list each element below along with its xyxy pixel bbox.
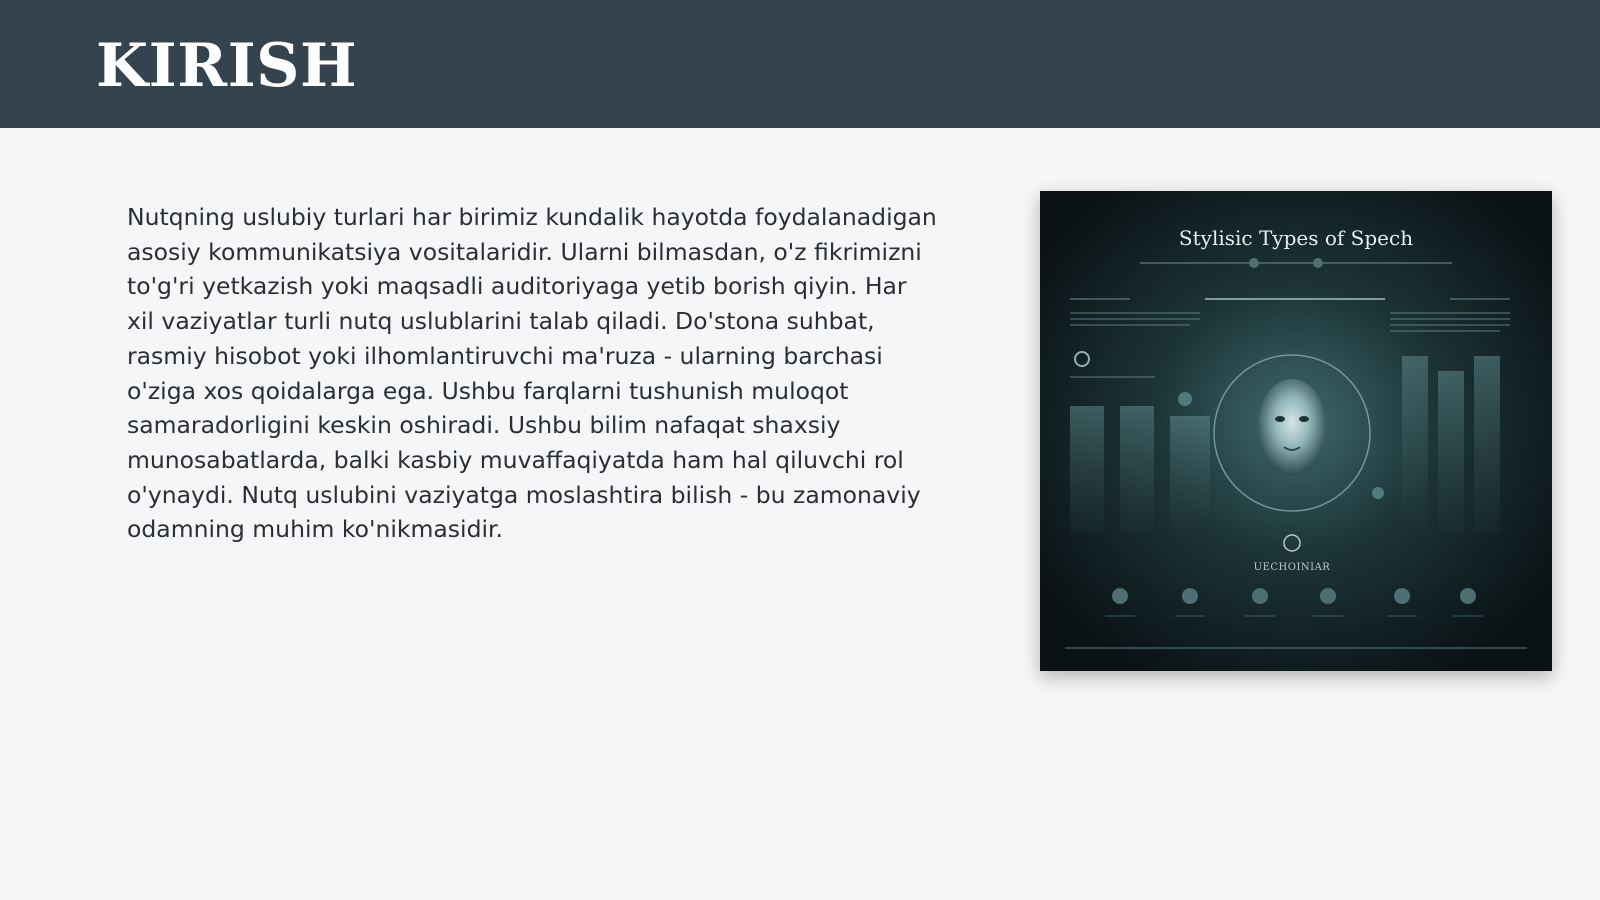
illustration-graphic [1040,191,1552,671]
intro-paragraph: Nutqning uslubiy turlari har birimiz kundalik hayotda foydalanadigan asosiy kommunikatsiya vositalaridir. Ularni bilmasdan, o'z fikrimizni to'g'ri yetkazish yoki maqsadli auditoriyaga yetib borish qiyin. Har xil vaziyatlar turli nutq uslublarini talab qiladi. Do'stona suhbat, rasmiy hisobot yoki ilhomlantiruvchi ma'ruza - ularning barchasi o'ziga xos qoidalarga ega. Ushbu farqlarni tushunish muloqot samaradorligini keskin oshiradi. Ushbu bilim nafaqat shaxsiy munosabatlarda, balki kasbiy muvaffaqiyatda ham hal qiluvchi rol o'ynaydi. Nutq uslubini vaziyatga moslashtira bilish - bu zamonaviy odamning muhim ko'nikmasidir. [127,203,937,544]
slide-title: KIRISH [96,31,358,101]
illustration-title: Stylisic Types of Spech [1178,226,1414,250]
header-bar [0,0,1600,128]
speech-types-illustration [1040,191,1552,671]
illustration-caption: UECHOINIAR [1253,562,1331,573]
